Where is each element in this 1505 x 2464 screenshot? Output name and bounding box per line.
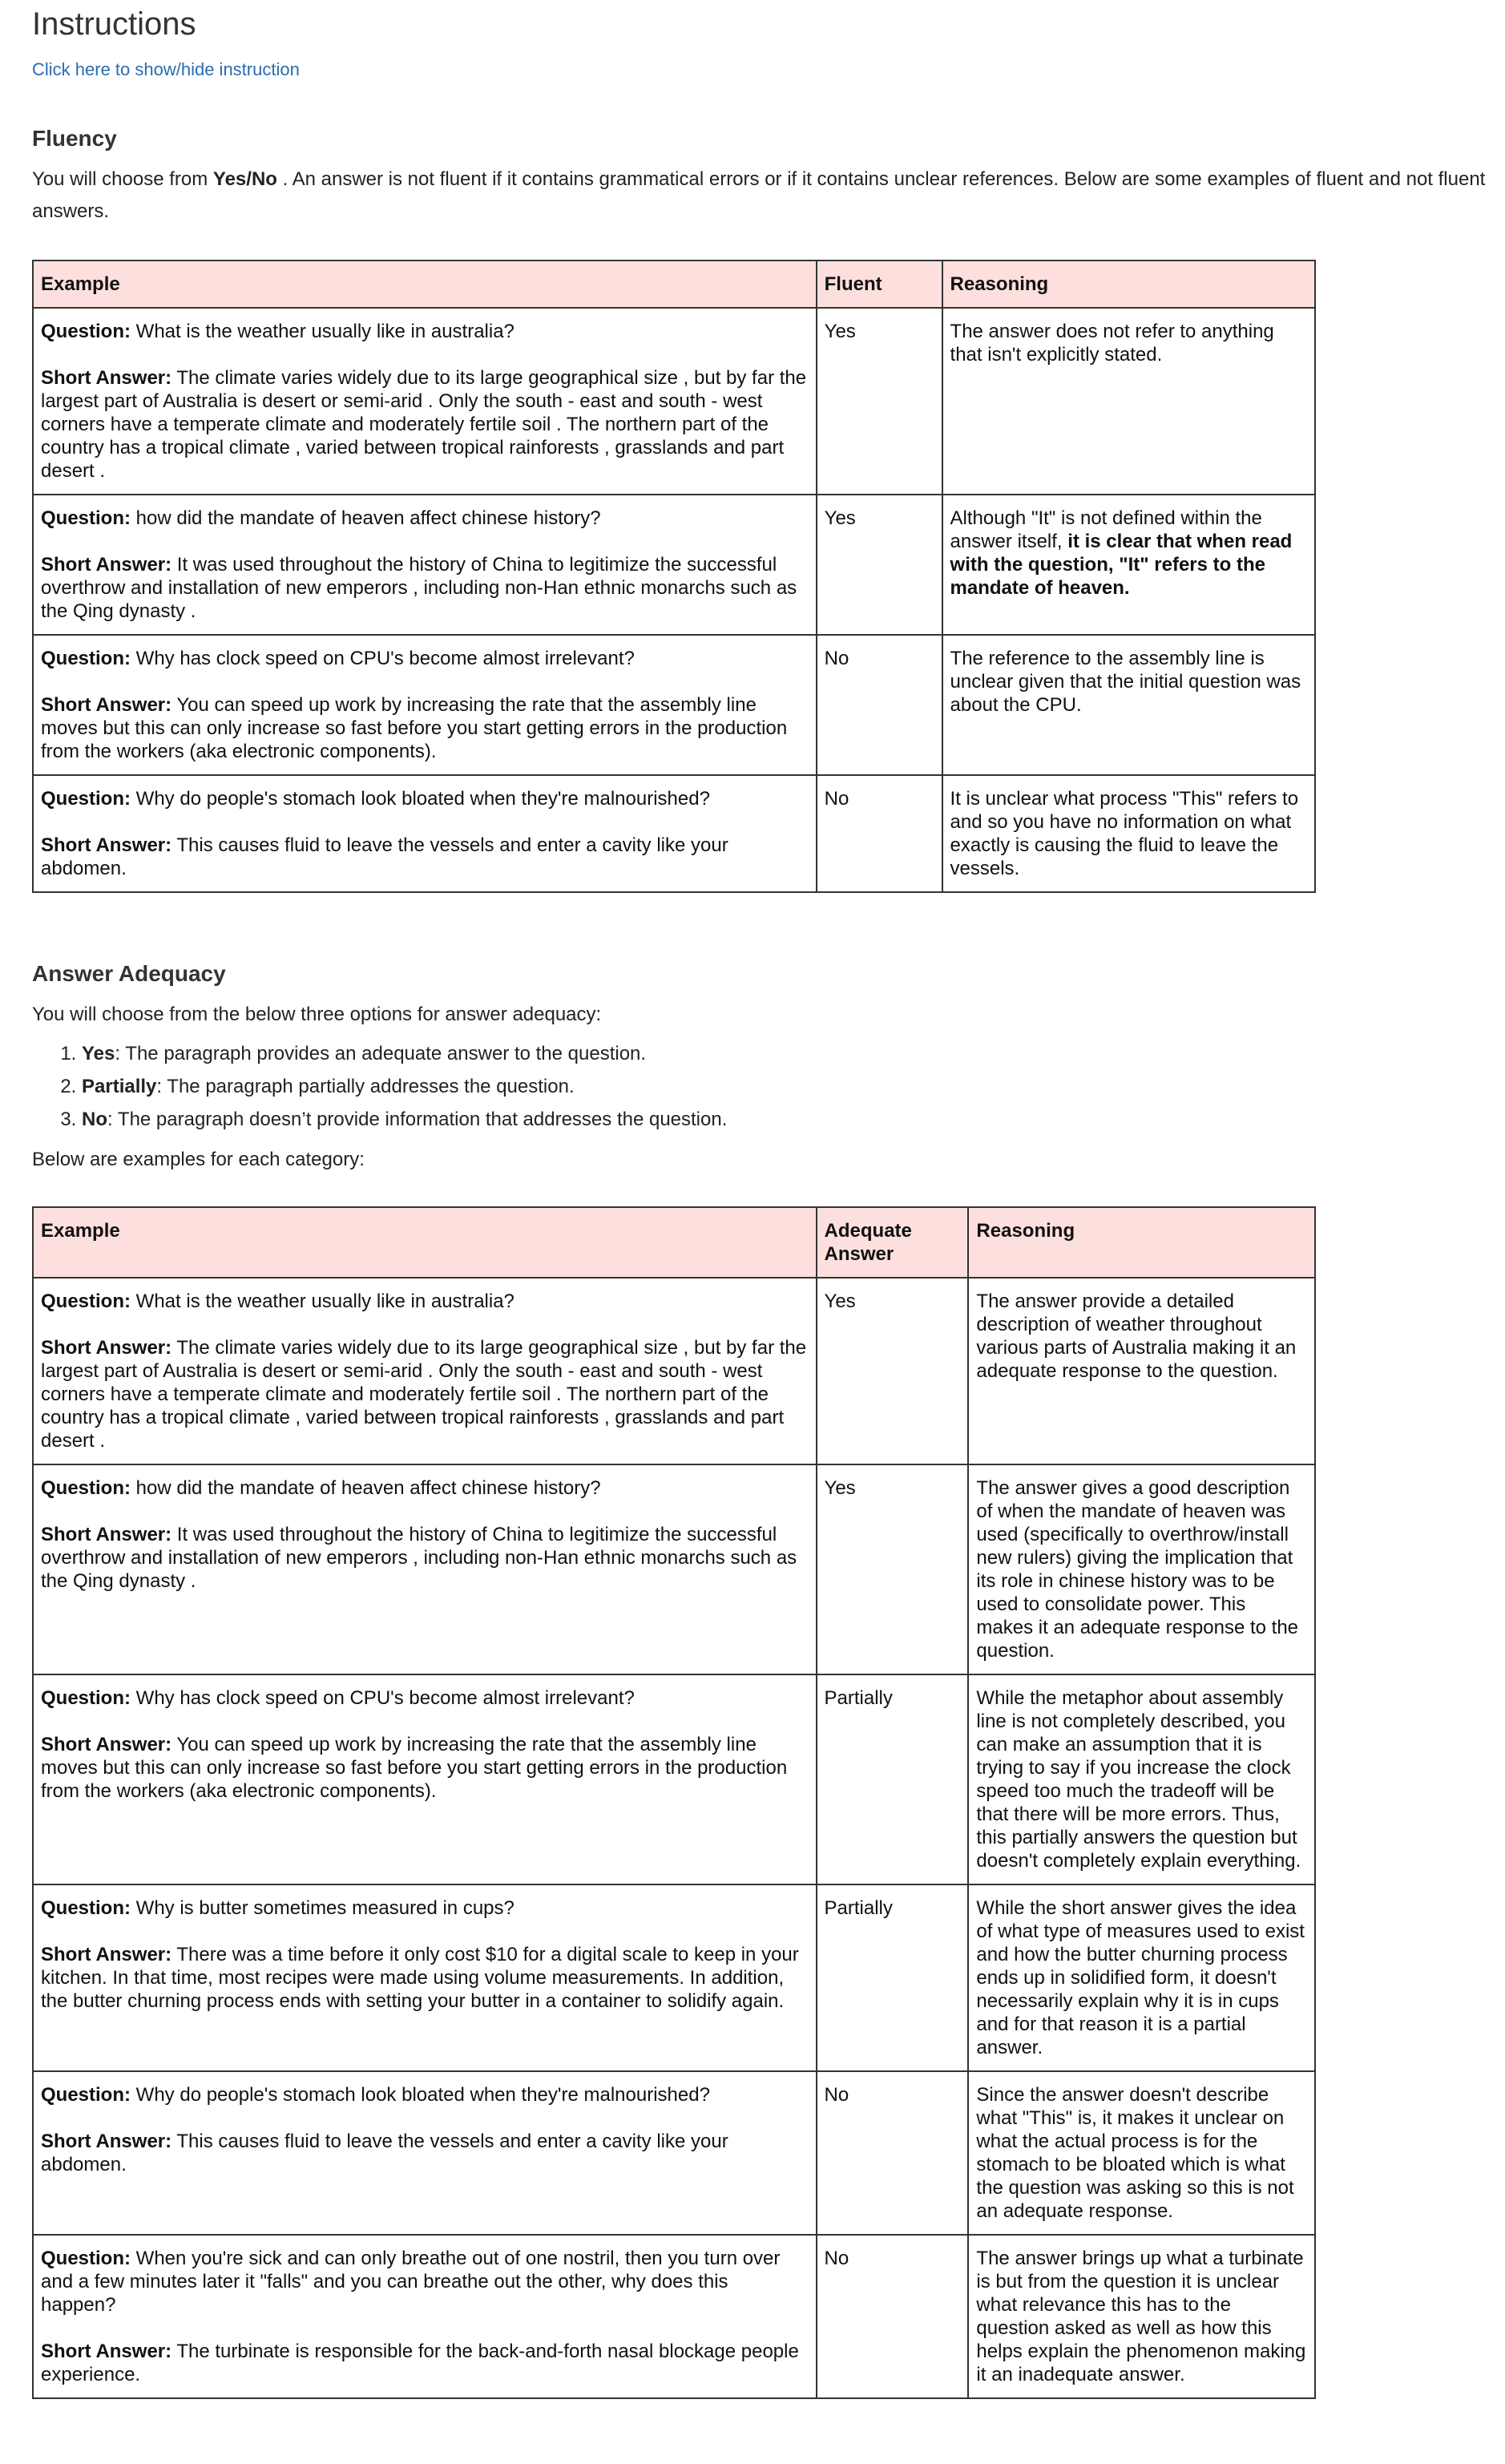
option-text: : The paragraph provides an adequate answer to the question. (115, 1043, 647, 1064)
answer-label: Short Answer: (41, 554, 172, 576)
question-label: Question: (41, 1291, 131, 1312)
answer-label: Short Answer: (41, 1734, 172, 1755)
question-label: Question: (41, 507, 131, 529)
rating-cell: No (817, 775, 942, 892)
question-text: how did the mandate of heaven affect chinese history? (135, 507, 601, 529)
answer-label: Short Answer: (41, 1524, 172, 1545)
adequacy-examples-intro: Below are examples for each category: (32, 1149, 365, 1170)
reasoning-cell: While the metaphor about assembly line is not completely described, you can make an assumption that it is trying to say if you increase the clock speed too much the tradeoff will be that there will be more errors. Thus, this partially answers the question but doesn't completely explain everything. (968, 1674, 1315, 1884)
answer-text: This causes fluid to leave the vessels and enter a cavity like your abdomen. (41, 2131, 728, 2175)
question-label: Question: (41, 1897, 131, 1919)
question-label: Question: (41, 1687, 131, 1709)
reasoning-cell: While the short answer gives the idea of what type of measures used to exist and how the butter churning process ends up in solidified form, it doesn't necessarily explain why it is in cups and for that reason it is a partial answer. (968, 1884, 1315, 2071)
table-row (33, 635, 1315, 775)
reasoning-cell (942, 775, 1315, 892)
option-label: Yes (82, 1043, 115, 1064)
table-row (33, 2071, 1315, 2235)
table-row (33, 495, 1315, 635)
rating-cell: Partially (817, 1674, 969, 1884)
question-text: What is the weather usually like in australia? (135, 1291, 514, 1312)
table-row (33, 775, 1315, 892)
option-label: Partially (82, 1076, 157, 1097)
reasoning-cell: The answer gives a good description of when the mandate of heaven was used (specifically to overthrow/install new rulers) giving the implication that its role in chinese history was to be used to consolidate power. This makes it an adequate response to the question. (968, 1464, 1315, 1674)
answer-text: You can speed up work by increasing the rate that the assembly line moves but this can only increase so fast before you start getting errors in the production from the workers (aka electronic components). (41, 1734, 788, 1802)
table-row (33, 1674, 1315, 1884)
answer-line (41, 2340, 808, 2386)
reasoning-cell: The answer brings up what a turbinate is but from the question it is unclear what relevance this has to the question asked as well as how this helps explain the phenomenon making it an inadequate answer. (968, 2235, 1315, 2398)
answer-label: Short Answer: (41, 2341, 172, 2362)
option-label: No (82, 1109, 107, 1130)
example-cell (33, 1674, 817, 1884)
answer-label: Short Answer: (41, 367, 172, 389)
question-text: When you're sick and can only breathe out of one nostril, then you turn over and a few minutes later it "falls" and you can breathe out the other, why does this happen? (41, 2248, 781, 2316)
answer-line (41, 1943, 808, 2013)
answer-text: The climate varies widely due to its large geographical size , but by far the largest part of Australia is desert or semi-arid . Only the south - east and south - west corners have a temperate climate and moderately fertile soil . The northern part of the country has a tropical climate , varied between tropical rainforests , grasslands and part desert . (41, 1337, 807, 1452)
question-line (41, 647, 808, 670)
column-header-example: Example (33, 261, 817, 308)
page-title: Instructions (32, 6, 196, 42)
rating-cell: No (817, 635, 942, 775)
reasoning-cell (942, 635, 1315, 775)
example-cell (33, 1884, 817, 2071)
answer-label: Short Answer: (41, 2131, 172, 2152)
question-text: Why is butter sometimes measured in cups? (135, 1897, 514, 1919)
column-header-fluent: Fluent (817, 261, 942, 308)
reasoning-text: The answer does not refer to anything that isn't explicitly stated. (950, 321, 1274, 366)
answer-line (41, 366, 808, 483)
table-row (33, 2235, 1315, 2398)
answer-line (41, 1523, 808, 1593)
question-line (41, 507, 808, 530)
question-line (41, 320, 808, 343)
rating-cell: Yes (817, 1464, 969, 1674)
answer-text: The turbinate is responsible for the back-and-forth nasal blockage people experience. (41, 2341, 799, 2385)
example-cell (33, 495, 817, 635)
question-label: Question: (41, 2248, 131, 2269)
question-text: how did the mandate of heaven affect chinese history? (135, 1477, 601, 1499)
question-label: Question: (41, 1477, 131, 1499)
reasoning-cell: The answer provide a detailed description of weather throughout various parts of Australia making it an adequate response to the question. (968, 1278, 1315, 1464)
rating-cell: No (817, 2235, 969, 2398)
rating-cell: No (817, 2071, 969, 2235)
example-cell (33, 1464, 817, 1674)
column-header-reasoning: Reasoning (942, 261, 1315, 308)
question-text: What is the weather usually like in australia? (135, 321, 514, 342)
question-label: Question: (41, 788, 131, 810)
table-header-row (33, 261, 1315, 308)
answer-label: Short Answer: (41, 694, 172, 716)
answer-line (41, 693, 808, 763)
adequacy-examples-table (32, 1206, 1316, 2399)
question-text: Why has clock speed on CPU's become almost irrelevant? (135, 1687, 635, 1709)
reasoning-text: Although "It" is not defined within the answer itself, (950, 507, 1262, 552)
answer-text: It was used throughout the history of China to legitimize the successful overthrow and installation of new emperors , including non-Han ethnic monarchs such as the Qing dynasty . (41, 1524, 797, 1592)
list-item (82, 1037, 1505, 1070)
answer-label: Short Answer: (41, 1337, 172, 1359)
question-line (41, 2247, 808, 2317)
answer-line (41, 834, 808, 880)
question-line (41, 1290, 808, 1313)
adequacy-intro: You will choose from the below three options for answer adequacy: (32, 1004, 602, 1025)
question-text: Why has clock speed on CPU's become almost irrelevant? (135, 648, 635, 669)
column-header-adequate-answer: Adequate Answer (817, 1207, 969, 1278)
question-line (41, 1686, 808, 1710)
reasoning-text: It is unclear what process "This" refers to and so you have no information on what exactly is causing the fluid to leave the vessels. (950, 788, 1299, 879)
question-text: Why do people's stomach look bloated when they're malnourished? (135, 788, 710, 810)
example-cell (33, 775, 817, 892)
table-header-row (33, 1207, 1315, 1278)
question-label: Question: (41, 648, 131, 669)
example-cell (33, 2235, 817, 2398)
example-cell (33, 635, 817, 775)
option-text: : The paragraph doesn’t provide information that addresses the question. (107, 1109, 728, 1130)
question-line (41, 2083, 808, 2107)
rating-cell: Yes (817, 495, 942, 635)
list-item (82, 1103, 1505, 1136)
answer-label: Short Answer: (41, 834, 172, 856)
answer-line (41, 2130, 808, 2176)
example-cell (33, 308, 817, 495)
example-cell (33, 1278, 817, 1464)
reasoning-cell: Since the answer doesn't describe what "This" is, it makes it unclear on what the actual process is for the stomach to be bloated which is what the question was asking so this is not an adequate response. (968, 2071, 1315, 2235)
question-line (41, 1476, 808, 1500)
answer-line (41, 1733, 808, 1803)
fluency-intro-choice: Yes/No (212, 168, 277, 190)
rating-cell: Yes (817, 1278, 969, 1464)
table-row (33, 1464, 1315, 1674)
example-cell (33, 2071, 817, 2235)
question-line (41, 1896, 808, 1920)
rating-cell: Yes (817, 308, 942, 495)
question-label: Question: (41, 321, 131, 342)
fluency-intro (32, 164, 1499, 228)
column-header-reasoning: Reasoning (968, 1207, 1315, 1278)
question-text: Why do people's stomach look bloated when they're malnourished? (135, 2084, 710, 2106)
toggle-instructions-link[interactable]: Click here to show/hide instruction (32, 59, 300, 79)
fluency-examples-table (32, 260, 1316, 893)
fluency-intro-pre: You will choose from (32, 168, 213, 190)
question-label: Question: (41, 2084, 131, 2106)
answer-label: Short Answer: (41, 1944, 172, 1965)
reasoning-emphasis: it is clear that when read with the question, "It" refers to the mandate of heaven. (950, 531, 1293, 599)
answer-line (41, 553, 808, 623)
reasoning-text: The reference to the assembly line is unclear given that the initial question was about the CPU. (950, 648, 1301, 716)
answer-text: This causes fluid to leave the vessels and enter a cavity like your abdomen. (41, 834, 728, 879)
table-row (33, 308, 1315, 495)
rating-cell: Partially (817, 1884, 969, 2071)
table-row (33, 1884, 1315, 2071)
column-header-example: Example (33, 1207, 817, 1278)
fluency-intro-post: . An answer is not fluent if it contains grammatical errors or if it contains unclear references. Below are some examples of fluent and not fluent answers. (32, 168, 1486, 222)
option-text: : The paragraph partially addresses the question. (156, 1076, 575, 1097)
fluency-heading: Fluency (32, 126, 117, 151)
list-item (82, 1070, 1505, 1103)
question-line (41, 787, 808, 810)
answer-text: The climate varies widely due to its large geographical size , but by far the largest part of Australia is desert or semi-arid . Only the south - east and south - west corners have a temperate climate and moderately fertile soil . The northern part of the country has a tropical climate , varied between tropical rainforests , grasslands and part desert . (41, 367, 807, 482)
adequacy-heading: Answer Adequacy (32, 961, 226, 986)
answer-text: You can speed up work by increasing the rate that the assembly line moves but this can only increase so fast before you start getting errors in the production from the workers (aka electronic components). (41, 694, 788, 762)
table-row (33, 1278, 1315, 1464)
adequacy-options-list (32, 1037, 1505, 1136)
answer-text: It was used throughout the history of China to legitimize the successful overthrow and installation of new emperors , including non-Han ethnic monarchs such as the Qing dynasty . (41, 554, 797, 622)
answer-line (41, 1336, 808, 1452)
reasoning-cell (942, 495, 1315, 635)
reasoning-cell (942, 308, 1315, 495)
answer-text: There was a time before it only cost $10 for a digital scale to keep in your kitchen. In that time, most recipes were made using volume measurements. In addition, the butter churning process ends with setting your butter in a container to solidify again. (41, 1944, 799, 2012)
